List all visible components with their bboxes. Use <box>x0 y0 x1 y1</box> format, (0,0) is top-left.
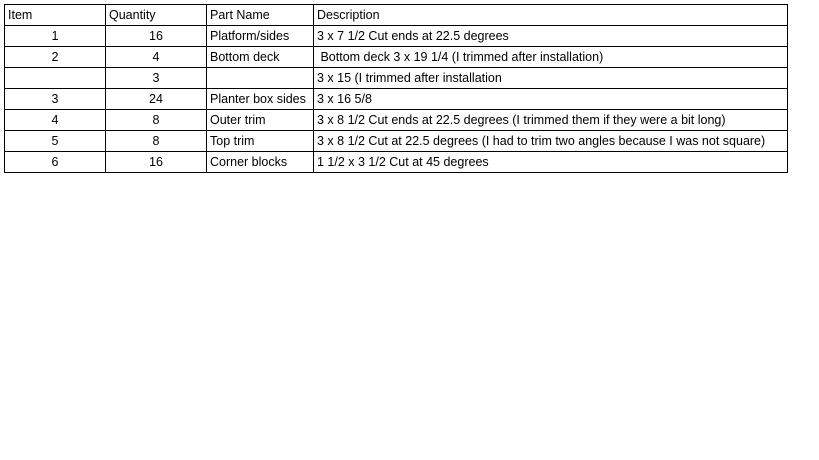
cell-quantity[interactable]: 8 <box>106 131 207 152</box>
cut-list-table <box>4 4 788 173</box>
cell-description[interactable]: 3 x 16 5/8 <box>314 89 788 110</box>
header-description[interactable]: Description <box>314 5 788 26</box>
table-row <box>5 68 788 89</box>
table-row <box>5 47 788 68</box>
cell-quantity[interactable]: 3 <box>106 68 207 89</box>
cell-part-name[interactable]: Platform/sides <box>207 26 314 47</box>
cell-description[interactable]: 3 x 15 (I trimmed after installation <box>314 68 788 89</box>
cell-item[interactable]: 5 <box>5 131 106 152</box>
cell-description[interactable]: 1 1/2 x 3 1/2 Cut at 45 degrees <box>314 152 788 173</box>
cell-item[interactable]: 3 <box>5 89 106 110</box>
cell-quantity[interactable]: 4 <box>106 47 207 68</box>
table-row <box>5 152 788 173</box>
cell-description[interactable]: 3 x 8 1/2 Cut ends at 22.5 degrees (I trimmed them if they were a bit long) <box>314 110 788 131</box>
header-item[interactable]: Item <box>5 5 106 26</box>
cell-description[interactable]: Bottom deck 3 x 19 1/4 (I trimmed after installation) <box>314 47 788 68</box>
cell-part-name[interactable]: Top trim <box>207 131 314 152</box>
table-row <box>5 131 788 152</box>
cell-item[interactable]: 2 <box>5 47 106 68</box>
cell-quantity[interactable]: 16 <box>106 26 207 47</box>
header-row <box>5 5 788 26</box>
header-quantity[interactable]: Quantity <box>106 5 207 26</box>
cell-part-name[interactable]: Corner blocks <box>207 152 314 173</box>
cell-quantity[interactable]: 8 <box>106 110 207 131</box>
table-row <box>5 26 788 47</box>
cell-quantity[interactable]: 24 <box>106 89 207 110</box>
header-part-name[interactable]: Part Name <box>207 5 314 26</box>
cell-part-name[interactable]: Planter box sides <box>207 89 314 110</box>
cell-quantity[interactable]: 16 <box>106 152 207 173</box>
cell-item[interactable]: 6 <box>5 152 106 173</box>
cell-part-name[interactable] <box>207 68 314 89</box>
cell-part-name[interactable]: Outer trim <box>207 110 314 131</box>
cell-description[interactable]: 3 x 8 1/2 Cut at 22.5 degrees (I had to trim two angles because I was not square) <box>314 131 788 152</box>
cell-part-name[interactable]: Bottom deck <box>207 47 314 68</box>
cell-description[interactable]: 3 x 7 1/2 Cut ends at 22.5 degrees <box>314 26 788 47</box>
table-row <box>5 110 788 131</box>
cell-item[interactable]: 1 <box>5 26 106 47</box>
cell-item[interactable] <box>5 68 106 89</box>
table-row <box>5 89 788 110</box>
cell-item[interactable]: 4 <box>5 110 106 131</box>
